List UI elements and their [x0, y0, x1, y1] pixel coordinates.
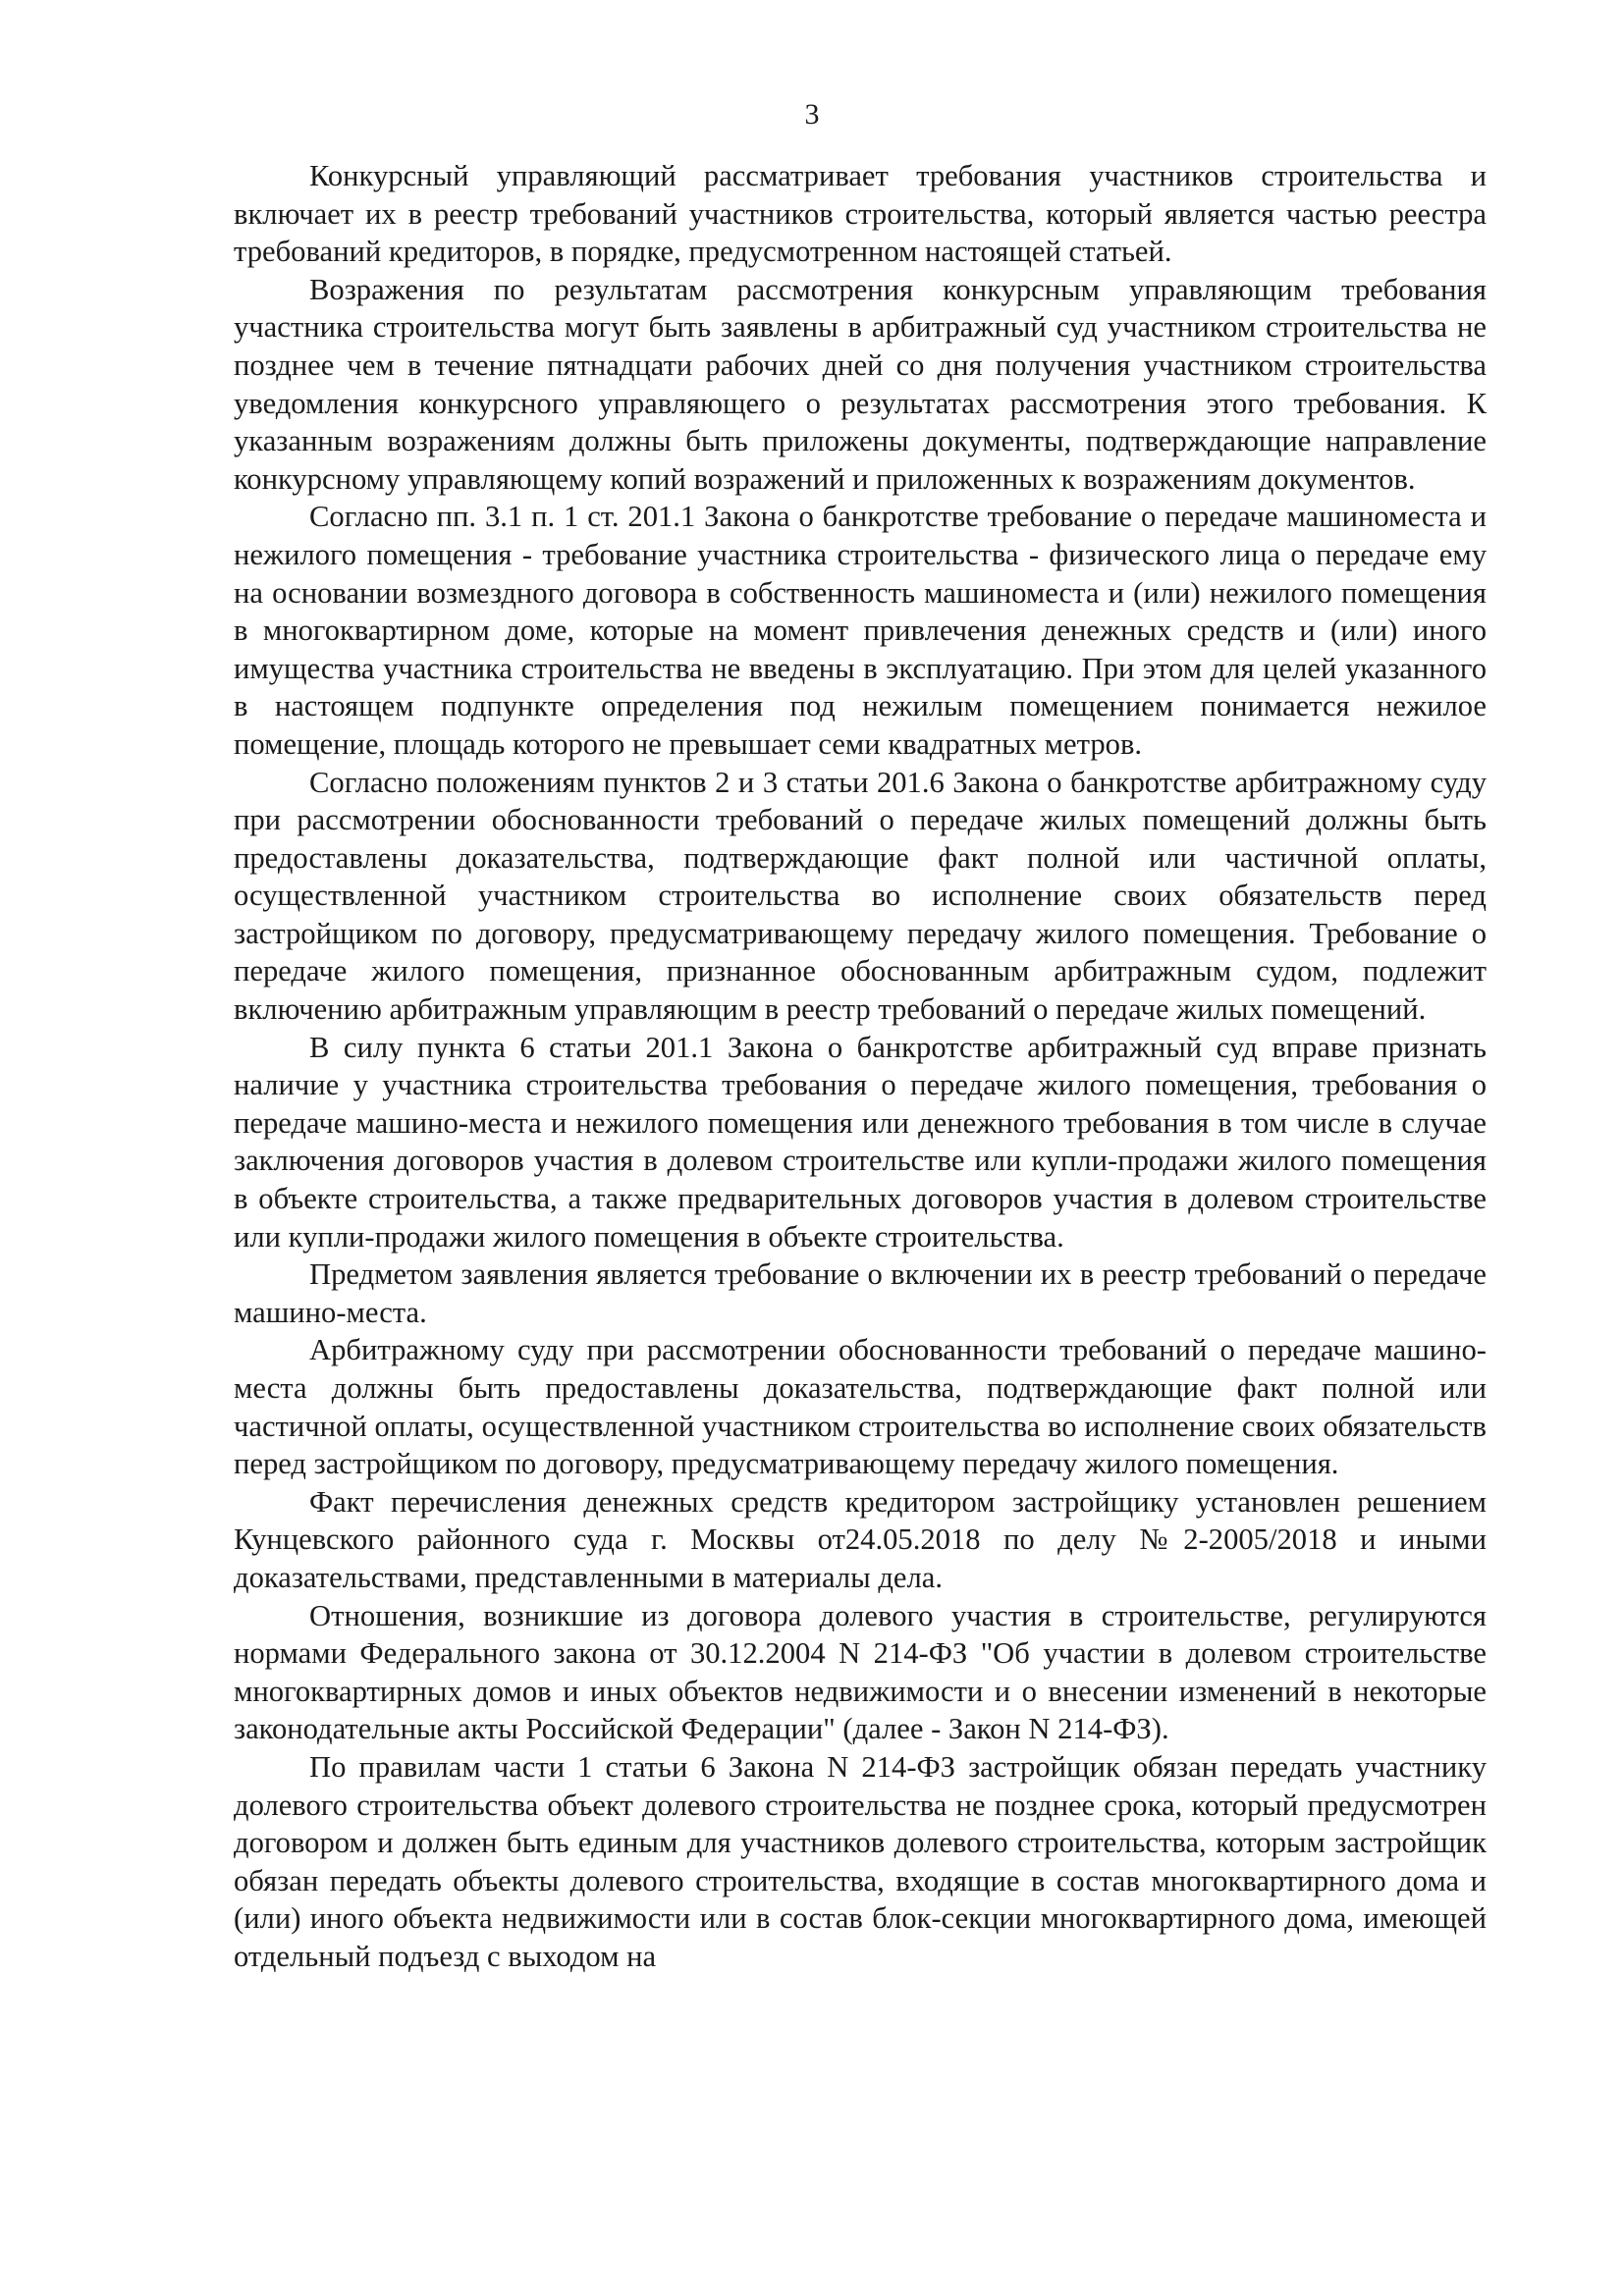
paragraph-5: В силу пункта 6 статьи 201.1 Закона о банкротстве арбитражный суд вправе признать наличие у участника строительства требования о передаче жилого помещения, требования о передаче машино-места и нежилого помещения или денежного требования в том числе в случае заключения договоров участия в долевом строительстве или купли-продажи жилого помещения в объекте строительства, а также предварительных договоров участия в долевом строительстве или купли-продажи жилого помещения в объекте строительства. [234, 1030, 1487, 1254]
paragraph-10: По правилам части 1 статьи 6 Закона N 214-ФЗ застройщик обязан передать участнику долевого строительства объект долевого строительства не позднее срока, который предусмотрен договором и должен быть единым для участников долевого строительства, которым застройщик обязан передать объекты долевого строительства, входящие в состав многоквартирного дома и (или) иного объекта недвижимости или в состав блок-секции многоквартирного дома, имеющей отдельный подъезд с выходом на [234, 1749, 1487, 1973]
paragraph-4: Согласно положениям пунктов 2 и 3 статьи 201.6 Закона о банкротстве арбитражному суду при рассмотрении обоснованности требований о передаче жилых помещений должны быть предоставлены доказательства, подтверждающие факт полной или частичной оплаты, осуществленной участником строительства во исполнение своих обязательств перед застройщиком по договору, предусматривающему передачу жилого помещения. Требование о передаче жилого помещения, признанное обоснованным арбитражным судом, подлежит включению арбитражным управляющим в реестр требований о передаче жилых помещений. [234, 765, 1487, 1027]
paragraph-6: Предметом заявления является требование о включении их в реестр требований о передаче машино-места. [234, 1257, 1487, 1329]
paragraph-7: Арбитражному суду при рассмотрении обоснованности требований о передаче машино-места должны быть предоставлены доказательства, подтверждающие факт полной или частичной оплаты, осуществленной участником строительства во исполнение своих обязательств перед застройщиком по договору, предусматривающему передачу жилого помещения. [234, 1333, 1487, 1481]
paragraph-8: Факт перечисления денежных средств кредитором застройщику установлен решением Кунцевского районного суда г. Москвы от24.05.2018 по делу №2-2005/2018 и иными доказательствами, представленными в материалы дела. [234, 1484, 1487, 1594]
paragraph-2: Возражения по результатам рассмотрения конкурсным управляющим требования участника строительства могут быть заявлены в арбитражный суд участником строительства не позднее чем в течение пятнадцати рабочих дней со дня получения участником строительства уведомления конкурсного управляющего о результатах рассмотрения этого требования. К указанным возражениям должны быть приложены документы, подтверждающие направление конкурсному управляющему копий возражений и приложенных к возражениям документов. [234, 272, 1487, 496]
page-number: 3 [804, 98, 820, 131]
paragraph-3: Согласно пп. 3.1 п. 1 ст. 201.1 Закона о банкротстве требование о передаче машиноместа и нежилого помещения - требование участника строительства - физического лица о передаче ему на основании возмездного договора в собственность машиноместа и (или) нежилого помещения в многоквартирном доме, которые на момент привлечения денежных средств и (или) иного имущества участника строительства не введены в эксплуатацию. При этом для целей указанного в настоящем подпункте определения под нежилым помещением понимается нежилое помещение, площадь которого не превышает семи квадратных метров. [234, 500, 1487, 761]
paragraph-9: Отношения, возникшие из договора долевого участия в строительстве, регулируются нормами Федерального закона от 30.12.2004 N 214-ФЗ "Об участии в долевом строительстве многоквартирных домов и иных объектов недвижимости и о внесении изменений в некоторые законодательные акты Российской Федерации" (далее - Закон N 214-ФЗ). [234, 1598, 1487, 1746]
paragraph-1: Конкурсный управляющий рассматривает требования участников строительства и включает их в реестр требований участников строительства, который является частью реестра требований кредиторов, в порядке, предусмотренном настоящей статьей. [234, 159, 1487, 269]
document-body [234, 157, 1487, 1976]
